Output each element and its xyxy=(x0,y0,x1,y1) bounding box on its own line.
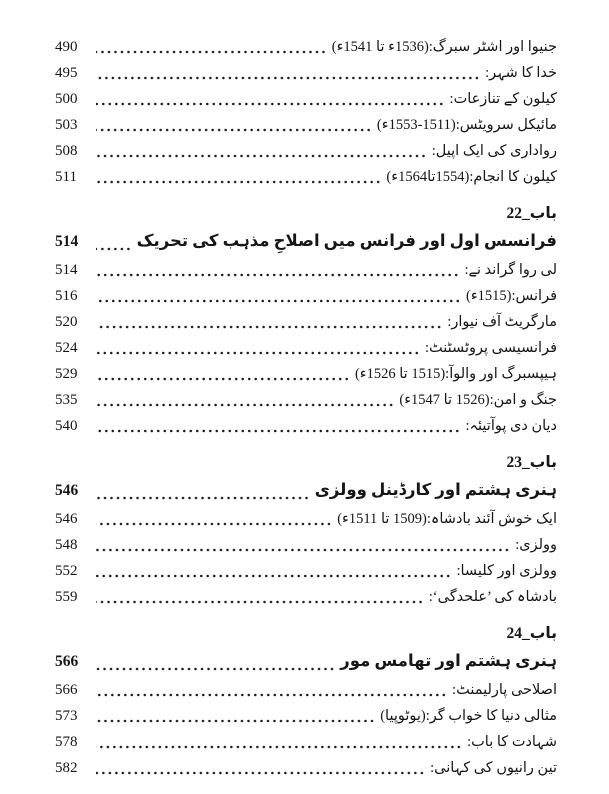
toc-entry-title: فرانس:(1515ء) xyxy=(466,288,557,304)
toc-entry-row xyxy=(55,558,557,584)
chapter-page-number: 546 xyxy=(55,482,79,499)
toc-entry-row xyxy=(55,112,557,138)
chapter-title: ہنری ہشتم اور کارڈینل وولزی xyxy=(314,480,557,499)
chapter-title-row xyxy=(55,226,557,257)
toc-entry-row xyxy=(55,138,557,164)
dotted-leader xyxy=(96,519,332,527)
toc-entry-title: وولزی: xyxy=(515,537,557,553)
toc-entry-title: شہادت کا باب: xyxy=(467,734,557,750)
toc-entry-title: اصلاحی پارلیمنٹ: xyxy=(452,682,557,698)
toc-entry-row xyxy=(55,283,557,309)
toc-entry-row xyxy=(55,309,557,335)
dotted-leader xyxy=(96,73,480,81)
toc-entry-page-number: 503 xyxy=(55,117,78,133)
toc-entry-row xyxy=(55,164,557,190)
dotted-leader xyxy=(96,742,462,750)
toc-entry-page-number: 540 xyxy=(55,418,78,434)
toc-entry-page-number: 516 xyxy=(55,288,78,304)
dotted-leader xyxy=(96,664,335,672)
dotted-leader xyxy=(96,244,132,252)
toc-entry-page-number: 548 xyxy=(55,537,78,553)
toc-entry-title: لی روا گراند نے: xyxy=(464,262,557,278)
toc-entry-title: مثالی دنیا کا خواب گر:(یوٹوپیا) xyxy=(380,708,557,724)
chapter-section xyxy=(55,451,557,610)
toc-entry-row xyxy=(55,34,557,60)
toc-entry-title: تین رانیوں کی کہانی: xyxy=(430,760,557,776)
dotted-leader xyxy=(96,716,375,724)
toc-entry-page-number: 582 xyxy=(55,760,78,776)
toc-entry-row xyxy=(55,86,557,112)
dotted-leader xyxy=(96,690,447,698)
dotted-leader xyxy=(96,348,420,356)
toc-entry-title: بادشاہ کی ’علحدگی‘: xyxy=(428,589,557,605)
chapter-title: ہنری ہشتم اور تھامس مور xyxy=(340,651,557,670)
toc-entry-title: ایک خوش آئند بادشاہ:(1509 تا 1511ء) xyxy=(337,511,557,527)
chapter-title: فرانسس اول اور فرانس میں اصلاحِ مذہب کی تحریک xyxy=(136,231,557,250)
dotted-leader xyxy=(96,99,445,107)
toc-entry-title: کیلون کا انجام:(1554تا1564ء) xyxy=(386,169,557,185)
dotted-leader xyxy=(96,296,461,304)
toc-entry-page-number: 495 xyxy=(55,65,78,81)
dotted-leader xyxy=(96,426,461,434)
dotted-leader xyxy=(96,400,394,408)
dotted-leader xyxy=(96,374,350,382)
toc-entry-row xyxy=(55,387,557,413)
toc-entry-page-number: 511 xyxy=(55,169,77,185)
toc-entry-row xyxy=(55,60,557,86)
toc-entry-row xyxy=(55,729,557,755)
toc-entry-page-number: 529 xyxy=(55,366,78,382)
dotted-leader xyxy=(96,151,427,159)
toc-entry-title: کیلون کے تنازعات: xyxy=(449,91,557,107)
toc-entry-title: فرانسیسی پروٹسٹنٹ: xyxy=(425,340,557,356)
toc-entry-page-number: 490 xyxy=(55,39,78,55)
toc-entry-page-number: 520 xyxy=(55,314,78,330)
toc-entry-page-number: 573 xyxy=(55,708,78,724)
chapter-section xyxy=(55,622,557,781)
chapter-section xyxy=(55,202,557,439)
dotted-leader xyxy=(96,47,327,55)
toc-entry-page-number: 559 xyxy=(55,589,78,605)
toc-entry-row xyxy=(55,413,557,439)
dotted-leader xyxy=(96,545,510,553)
toc-entry-page-number: 552 xyxy=(55,563,78,579)
toc-entry-title: مارگریٹ آف نیوار: xyxy=(447,314,557,330)
toc-entry-title: وولزی اور کلیسا: xyxy=(456,563,557,579)
chapter-label: باب_22 xyxy=(506,205,557,222)
toc-entry-title: خدا کا شہر: xyxy=(485,65,557,81)
toc-entry-row xyxy=(55,755,557,781)
chapter-page-number: 566 xyxy=(55,653,79,670)
dotted-leader xyxy=(96,322,442,330)
toc-entry-page-number: 508 xyxy=(55,143,78,159)
toc-entry-row xyxy=(55,703,557,729)
toc-entry-row xyxy=(55,677,557,703)
toc-entry-row xyxy=(55,532,557,558)
table-of-contents xyxy=(55,34,557,781)
toc-entry-title: مائیکل سرویٹس:(1511-‏1553ء) xyxy=(376,117,557,133)
chapter-title-row xyxy=(55,475,557,506)
toc-entry-title: دیان دی پوآتیئہ: xyxy=(465,418,557,434)
toc-entry-page-number: 514 xyxy=(55,262,78,278)
chapter-page-number: 514 xyxy=(55,233,79,250)
chapter-label: باب_24 xyxy=(506,625,557,642)
toc-entry-page-number: 578 xyxy=(55,734,78,750)
toc-entry-page-number: 500 xyxy=(55,91,78,107)
dotted-leader xyxy=(96,125,372,133)
toc-entry-title: ہیپسبرگ اور والوآ:(1515 تا 1526ء) xyxy=(354,366,557,382)
chapter-title-row xyxy=(55,646,557,677)
dotted-leader xyxy=(96,768,425,776)
toc-section xyxy=(55,34,557,190)
toc-entry-page-number: 524 xyxy=(55,340,78,356)
toc-entry-row xyxy=(55,335,557,361)
toc-entry-title: جنیوا اور اشٹر سبرگ:(1536ء تا 1541ء) xyxy=(331,39,557,55)
toc-entry-row xyxy=(55,361,557,387)
toc-entry-page-number: 535 xyxy=(55,392,78,408)
toc-entry-row xyxy=(55,584,557,610)
toc-entry-page-number: 546 xyxy=(55,511,78,527)
toc-entry-title: جنگ و امن:(1526 تا 1547ء) xyxy=(399,392,557,408)
dotted-leader xyxy=(96,177,381,185)
chapter-label: باب_23 xyxy=(506,454,557,471)
dotted-leader xyxy=(96,493,310,501)
toc-entry-row xyxy=(55,506,557,532)
dotted-leader xyxy=(96,270,459,278)
toc-entry-row xyxy=(55,257,557,283)
toc-entry-title: رواداری کی ایک اپیل: xyxy=(431,143,557,159)
toc-entry-page-number: 566 xyxy=(55,682,78,698)
dotted-leader xyxy=(96,571,451,579)
dotted-leader xyxy=(96,597,424,605)
